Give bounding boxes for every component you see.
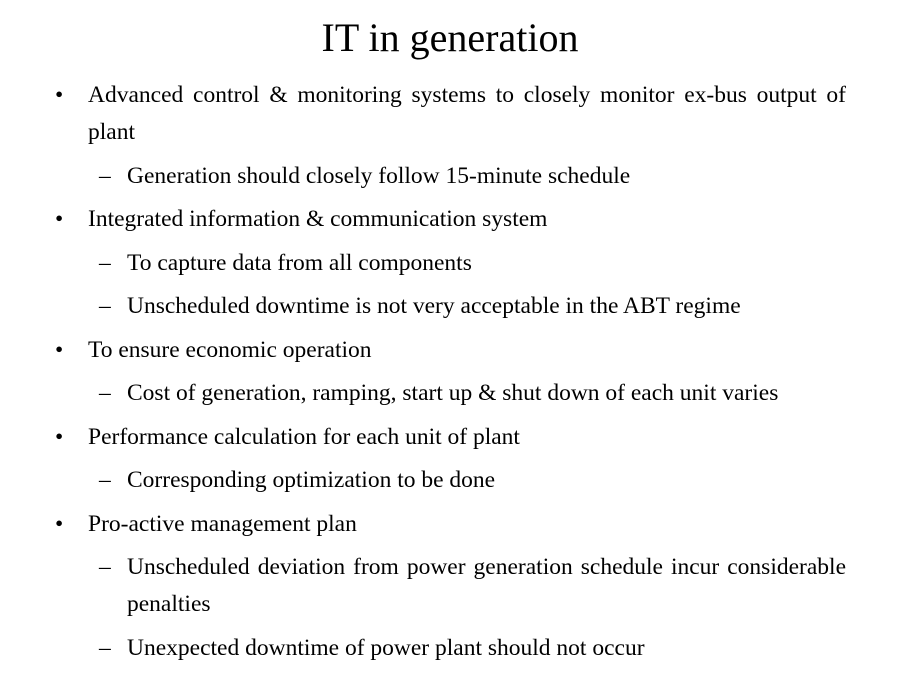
- bullet-icon: •: [55, 337, 64, 363]
- sub-bullet-item: – Unscheduled deviation from power generation schedule incur considerable penalties: [127, 549, 846, 623]
- dash-icon: –: [99, 467, 111, 493]
- slide-title: IT in generation: [321, 15, 579, 60]
- dash-icon: –: [99, 380, 111, 406]
- sub-bullet-item: – Unscheduled downtime is not very acceptable in the ABT regime: [127, 288, 846, 325]
- dash-icon: –: [99, 554, 111, 580]
- bullet-icon: •: [55, 206, 64, 232]
- bullet-icon: •: [55, 511, 64, 537]
- bullet-item: • Integrated information & communication system: [88, 201, 846, 238]
- dash-icon: –: [99, 163, 111, 189]
- bullet-icon: •: [55, 82, 64, 108]
- bullet-item: • Advanced control & monitoring systems to closely monitor ex-bus output of plant: [88, 77, 846, 151]
- bullet-item: • Performance calculation for each unit of plant: [88, 419, 846, 456]
- bullet-item: • Pro-active management plan: [88, 506, 846, 543]
- sub-bullet-item: – Cost of generation, ramping, start up & shut down of each unit varies: [127, 375, 846, 412]
- bullet-item: • To ensure economic operation: [88, 332, 846, 369]
- sub-bullet-item: – Corresponding optimization to be done: [127, 462, 846, 499]
- sub-bullet-item: – Unexpected downtime of power plant should not occur: [127, 630, 846, 667]
- bullet-icon: •: [55, 424, 64, 450]
- dash-icon: –: [99, 293, 111, 319]
- dash-icon: –: [99, 250, 111, 276]
- sub-bullet-item: – To capture data from all components: [127, 245, 846, 282]
- sub-bullet-item: – Generation should closely follow 15-minute schedule: [127, 158, 846, 195]
- dash-icon: –: [99, 635, 111, 661]
